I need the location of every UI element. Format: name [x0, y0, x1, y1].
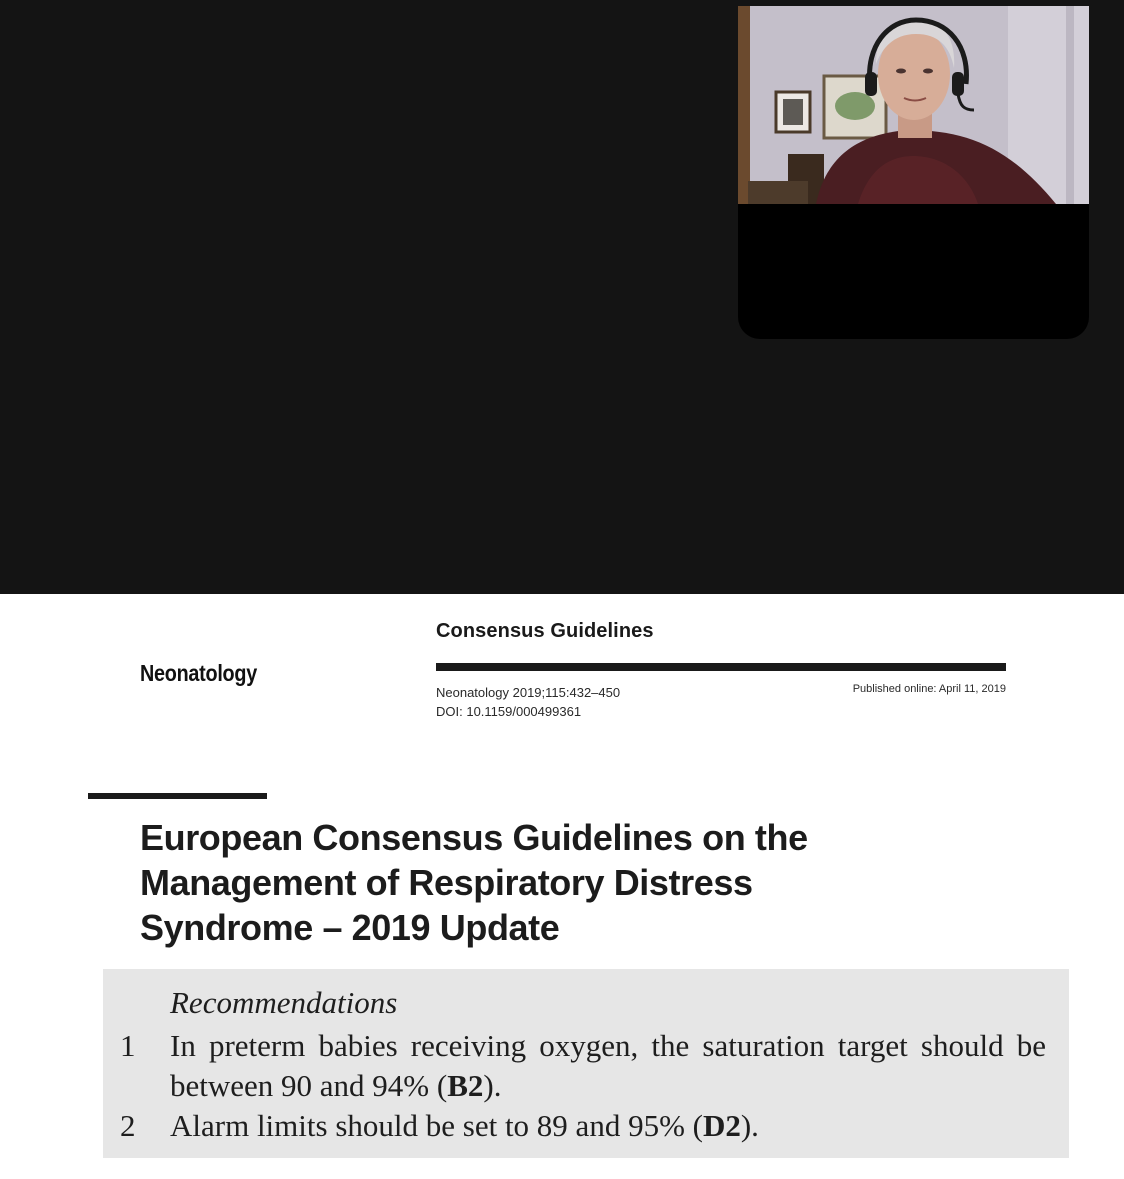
recommendation-text-body: Alarm limits should be set to 89 and 95% ( [170, 1108, 703, 1143]
header-rule [436, 663, 1006, 671]
recommendations-box [103, 969, 1069, 1158]
citation-volume: Neonatology 2019;115:432–450 [436, 685, 621, 700]
section-label: Consensus Guidelines [436, 620, 654, 642]
recommendation-text [170, 1026, 1046, 1106]
participant-camera-image [738, 6, 1089, 204]
evidence-grade: B2 [447, 1068, 484, 1103]
shared-slide [0, 594, 1124, 1179]
evidence-grade: D2 [702, 1108, 741, 1143]
citation-doi: DOI: 10.1159/000499361 [436, 704, 582, 719]
recommendations-heading: Recommendations [170, 985, 398, 1020]
published-date: Published online: April 11, 2019 [852, 683, 1006, 695]
recommendation-text-body: In preterm babies receiving oxygen, the saturation target should be between 90 and 94% ( [170, 1028, 1046, 1103]
recommendation-number: 1 [120, 1028, 136, 1063]
recommendation-text-end: ). [740, 1108, 759, 1143]
journal-logo: Neonatology [140, 660, 257, 686]
participant-video-tile[interactable] [738, 6, 1089, 339]
recommendation-number: 2 [120, 1108, 136, 1143]
participant-video-feed [738, 6, 1089, 204]
recommendation-text-end: ). [483, 1068, 502, 1103]
title-rule [88, 793, 267, 799]
article-title: European Consensus Guidelines on the Management of Respiratory Distress Syndrome – 2019 Update [140, 817, 808, 948]
citation [436, 683, 620, 721]
recommendation-text [170, 1106, 1046, 1146]
